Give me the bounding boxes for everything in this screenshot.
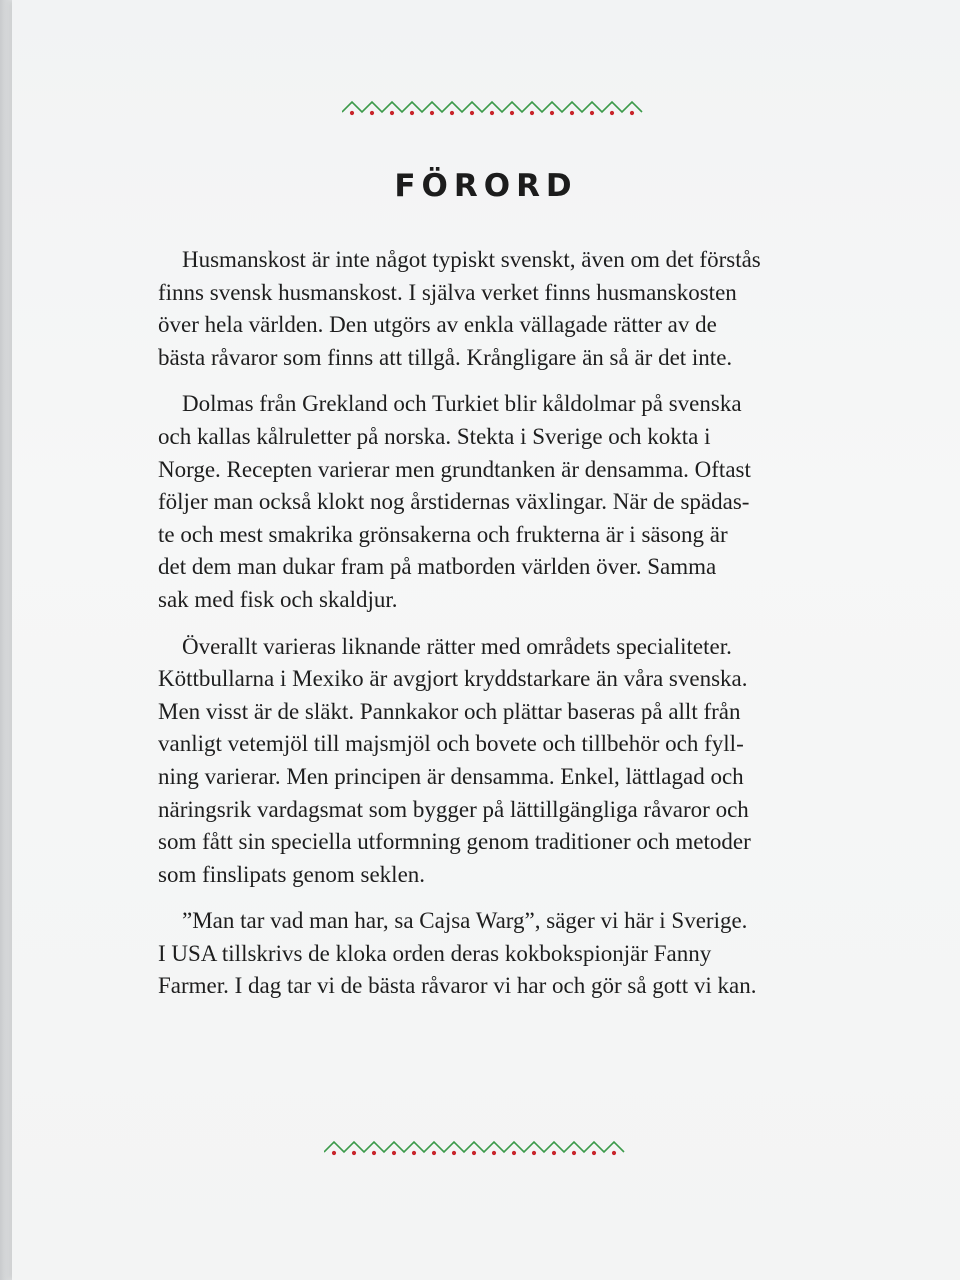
ornament-dot	[352, 1151, 356, 1155]
ornament-dot	[332, 1151, 336, 1155]
text-line: Men visst är de släkt. Pannkakor och plättar baseras på allt från	[158, 698, 741, 724]
ornament-dot	[392, 1151, 396, 1155]
text-line: Dolmas från Grekland och Turkiet blir kåldolmar på svenska	[182, 391, 742, 417]
zigzag-line	[342, 102, 642, 112]
text-line: som finslipats genom seklen.	[158, 861, 426, 887]
ornament-dot	[432, 1151, 436, 1155]
text-line: över hela världen. Den utgörs av enkla vällagade rätter av de	[158, 312, 717, 338]
text-line: I USA tillskrivs de kloka orden deras kokbokspionjär Fanny	[158, 940, 712, 966]
text-line: ”Man tar vad man har, sa Cajsa Warg”, säger vi här i Sverige.	[182, 908, 748, 934]
text-line: Överallt varieras liknande rätter med områdets specialiteter.	[182, 633, 732, 659]
ornament-dot	[410, 111, 414, 115]
text-line: och kallas kålruletter på norska. Stekta i Sverige och kokta i	[158, 423, 711, 449]
ornament-dot	[592, 1151, 596, 1155]
text-line: det dem man dukar fram på matborden världen över. Samma	[158, 554, 717, 580]
ornament-dot	[490, 111, 494, 115]
ornament-dot	[612, 1151, 616, 1155]
decorative-zigzag-ornament-bottom	[324, 1138, 626, 1162]
ornament-dot	[590, 111, 594, 115]
ornament-dot	[512, 1151, 516, 1155]
ornament-dot	[450, 111, 454, 115]
text-line: näringsrik vardagsmat som bygger på lättillgängliga råvaror och	[158, 796, 749, 822]
paragraph-2	[158, 388, 798, 616]
ornament-dot	[610, 111, 614, 115]
ornament-dot	[470, 111, 474, 115]
ornament-dot	[412, 1151, 416, 1155]
ornament-dot	[350, 111, 354, 115]
text-line: vanligt vetemjöl till majsmjöl och bovete och tillbehör och fyll-	[158, 731, 744, 757]
ornament-dot	[570, 111, 574, 115]
ornament-dot	[370, 111, 374, 115]
ornament-dot	[572, 1151, 576, 1155]
text-line: ning varierar. Men principen är densamma. Enkel, lättlagad och	[158, 763, 744, 789]
book-spine-shadow	[0, 0, 12, 1280]
text-line: Husmanskost är inte något typiskt svenskt, även om det förstås	[182, 247, 761, 272]
paragraph-3	[158, 631, 798, 892]
paragraph-4	[158, 905, 798, 1003]
ornament-dot	[390, 111, 394, 115]
book-page	[12, 0, 960, 1280]
ornament-dot	[532, 1151, 536, 1155]
text-line: Norge. Recepten varierar men grundtanken är densamma. Oftast	[158, 456, 751, 482]
text-line: te och mest smakrika grönsakerna och frukterna är i säsong är	[158, 521, 728, 547]
text-line: Köttbullarna i Mexiko är avgjort kryddstarkare än våra svenska.	[158, 666, 748, 692]
text-line: finns svensk husmanskost. I själva verket finns husmanskosten	[158, 279, 737, 305]
ornament-dot	[552, 1151, 556, 1155]
paragraph-1	[158, 244, 798, 374]
ornament-dot	[430, 111, 434, 115]
ornament-dot	[472, 1151, 476, 1155]
ornament-dot	[510, 111, 514, 115]
text-line: sak med fisk och skaldjur.	[158, 586, 398, 612]
zigzag-line	[324, 1142, 624, 1152]
ornament-dot	[550, 111, 554, 115]
text-line: följer man också klokt nog årstidernas växlingar. När de spädas-	[158, 489, 750, 515]
text-line: bästa råvaror som finns att tillgå. Krångligare än så är det inte.	[158, 344, 733, 370]
ornament-dot	[630, 111, 634, 115]
ornament-dot	[492, 1151, 496, 1155]
ornament-dot	[372, 1151, 376, 1155]
text-line: Farmer. I dag tar vi de bästa råvaror vi har och gör så gott vi kan.	[158, 973, 757, 999]
ornament-dot	[452, 1151, 456, 1155]
decorative-zigzag-ornament-top	[342, 98, 644, 122]
foreword-text	[158, 244, 798, 1017]
page-title: FÖRORD	[394, 168, 578, 204]
text-line: som fått sin speciella utformning genom traditioner och metoder	[158, 829, 751, 855]
ornament-dot	[530, 111, 534, 115]
